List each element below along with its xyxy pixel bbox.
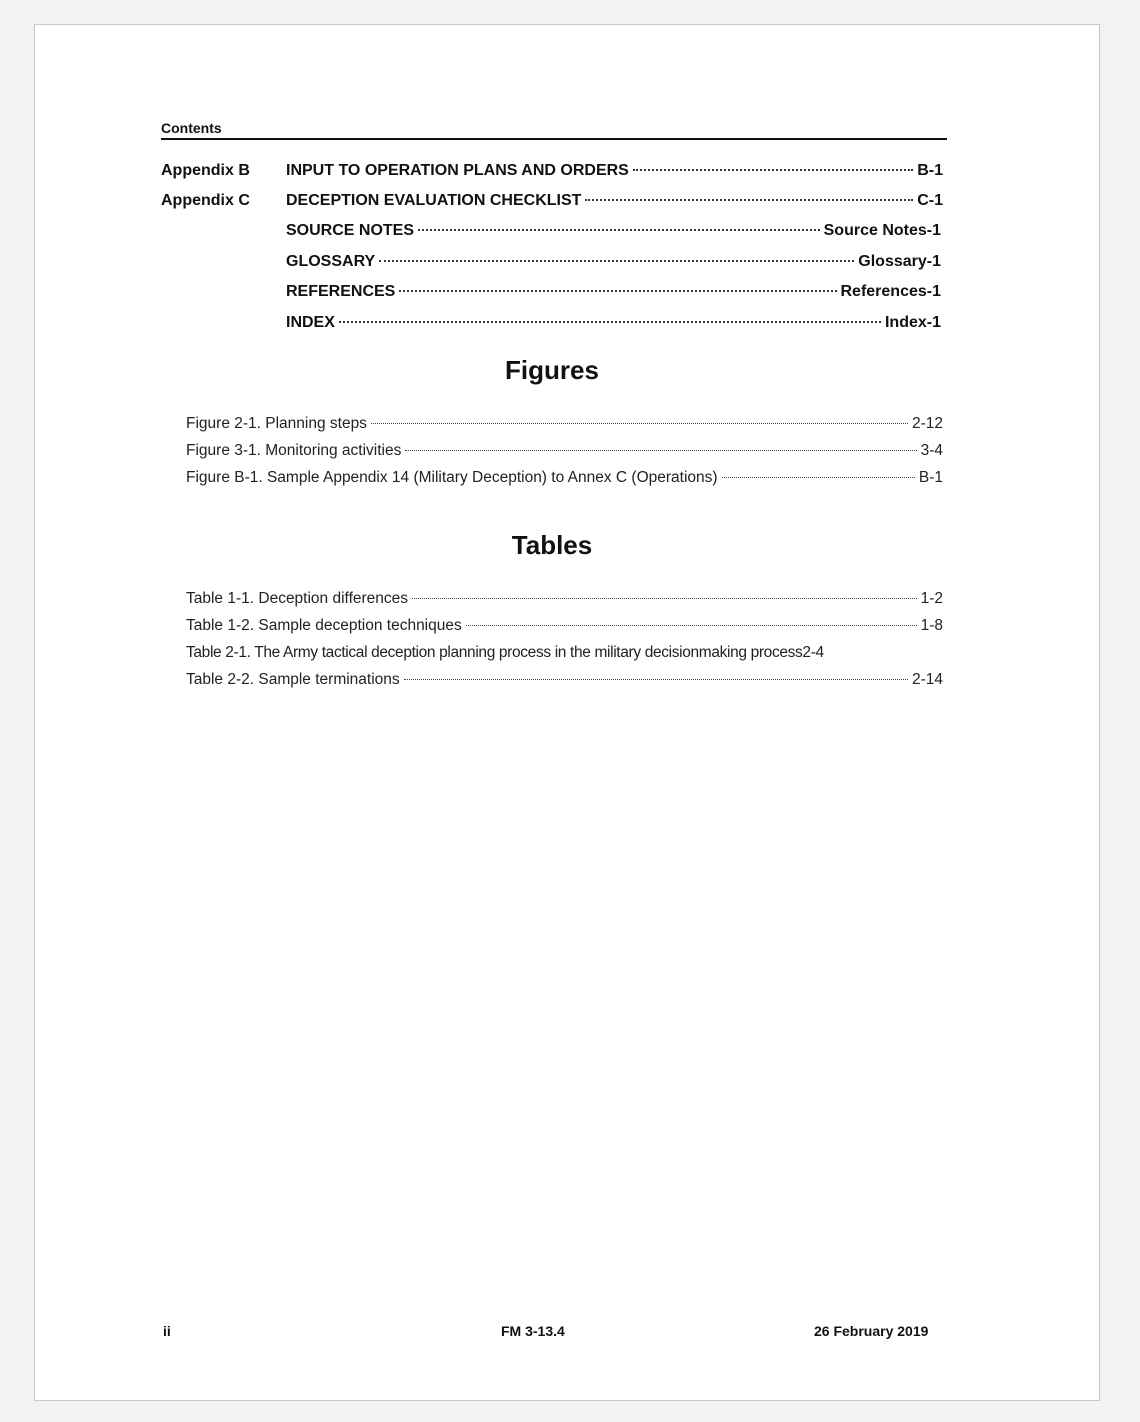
- running-head: Contents: [161, 120, 947, 140]
- toc-entry-page: Source Notes-1: [823, 222, 941, 239]
- table-page: 1-8: [920, 617, 943, 634]
- dot-leader: [412, 598, 917, 599]
- table-title: Table 2-2. Sample terminations: [186, 671, 400, 688]
- document-page: [34, 24, 1100, 1401]
- figure-page: 3-4: [920, 442, 943, 459]
- toc-entry-label: Appendix C: [161, 192, 250, 209]
- table-title: Table 1-2. Sample deception techniques: [186, 617, 462, 634]
- toc-entry-appendix-c[interactable]: [161, 192, 943, 214]
- dot-leader: [466, 625, 917, 626]
- toc-entry-references[interactable]: [161, 283, 941, 305]
- toc-entry-title: INPUT TO OPERATION PLANS AND ORDERS: [286, 162, 629, 179]
- toc-entry-appendix-b[interactable]: [161, 162, 943, 184]
- toc-entry-label: Appendix B: [161, 162, 250, 179]
- footer-page-number: ii: [163, 1323, 171, 1339]
- dot-leader: [585, 199, 913, 201]
- toc-entry-title: REFERENCES: [286, 283, 396, 300]
- table-page: 1-2: [920, 590, 943, 607]
- table-title: Table 2-1. The Army tactical deception planning process in the military decisionmaking process: [186, 644, 803, 661]
- toc-entry-title: GLOSSARY: [286, 253, 376, 270]
- footer-date: 26 February 2019: [814, 1323, 929, 1339]
- toc-entry-source-notes[interactable]: [161, 222, 941, 244]
- table-list-item[interactable]: [186, 671, 943, 691]
- dot-leader: [722, 477, 915, 478]
- toc-entry-page: Index-1: [884, 314, 941, 331]
- figure-title: Figure 2-1. Planning steps: [186, 415, 367, 432]
- toc-entry-title: INDEX: [286, 314, 335, 331]
- dot-leader: [371, 423, 908, 424]
- toc-entry-page: C-1: [917, 192, 943, 209]
- dot-leader: [405, 450, 916, 451]
- dot-leader: [418, 229, 820, 231]
- figure-list-item[interactable]: [186, 415, 943, 435]
- toc-entry-title: SOURCE NOTES: [286, 222, 415, 239]
- figure-page: B-1: [918, 469, 943, 486]
- toc-entry-page: References-1: [840, 283, 941, 300]
- figures-heading: Figures: [505, 355, 599, 385]
- toc-entry-page: Glossary-1: [858, 253, 941, 270]
- dot-leader: [379, 260, 854, 262]
- table-list-item[interactable]: [186, 590, 943, 610]
- footer-publication: FM 3-13.4: [501, 1323, 565, 1339]
- dot-leader: [399, 290, 836, 292]
- figure-list-item[interactable]: [186, 442, 943, 462]
- figure-title: Figure 3-1. Monitoring activities: [186, 442, 402, 459]
- toc-entry-page: B-1: [917, 162, 943, 179]
- dot-leader: [633, 169, 913, 171]
- toc-entry-title: DECEPTION EVALUATION CHECKLIST: [286, 192, 582, 209]
- table-page: 2-14: [911, 671, 943, 688]
- toc-entry-glossary[interactable]: [161, 253, 941, 275]
- figure-page: 2-12: [911, 415, 943, 432]
- table-list-item[interactable]: [186, 644, 943, 664]
- figure-title: Figure B-1. Sample Appendix 14 (Military Deception) to Annex C (Operations): [186, 469, 718, 486]
- table-title: Table 1-1. Deception differences: [186, 590, 409, 607]
- table-list-item[interactable]: [186, 617, 943, 637]
- table-page: 2-4: [802, 644, 824, 661]
- toc-entry-index[interactable]: [161, 314, 941, 336]
- dot-leader: [404, 679, 908, 680]
- figure-list-item[interactable]: [186, 469, 943, 489]
- tables-heading: Tables: [511, 530, 593, 560]
- dot-leader: [339, 321, 881, 323]
